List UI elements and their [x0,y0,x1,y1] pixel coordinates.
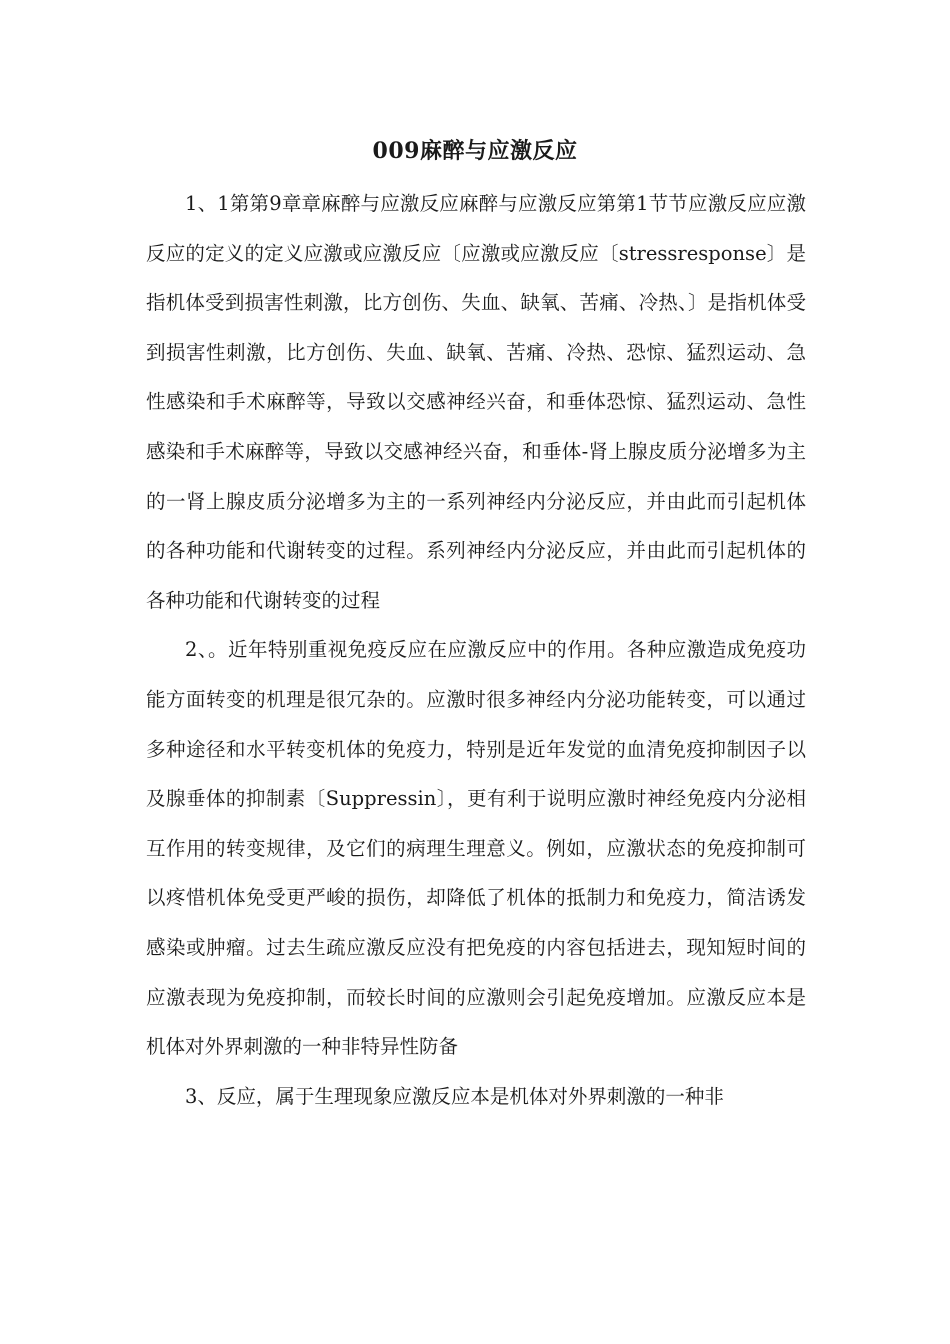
paragraph-1: 1、1第第9章章麻醉与应激反应麻醉与应激反应第第1节节应激反应应激反应的定义的定义应激或应激反应〔应激或应激反应〔stressresponse〕是指机体受到损害性刺激，比方创伤、失血、缺氧、苦痛、冷热、〕是指机体受到损害性刺激，比方创伤、失血、缺氧、苦痛、冷热、恐惊、猛烈运动、急性感染和手术麻醉等，导致以交感神经兴奋，和垂体恐惊、猛烈运动、急性感染和手术麻醉等，导致以交感神经兴奋，和垂体-肾上腺皮质分泌增多为主的一肾上腺皮质分泌增多为主的一系列神经内分泌反应，并由此而引起机体的各种功能和代谢转变的过程。系列神经内分泌反应，并由此而引起机体的各种功能和代谢转变的过程 [146,192,806,612]
paragraph-2: 2、。近年特别重视免疫反应在应激反应中的作用。各种应激造成免疫功能方面转变的机理是很冗杂的。应激时很多神经内分泌功能转变，可以通过多种途径和水平转变机体的免疫力，特别是近年发觉的血清免疫抑制因子以及腺垂体的抑制素〔Suppressin〕，更有利于说明应激时神经免疫内分泌相互作用的转变规律，及它们的病理生理意义。例如，应激状态的免疫抑制可以疼惜机体免受更严峻的损伤，却降低了机体的抵制力和免疫力，简洁诱发感染或肿瘤。过去生疏应激反应没有把免疫的内容包括进去，现知短时间的应激表现为免疫抑制，而较长时间的应激则会引起免疫增加。应激反应本是机体对外界刺激的一种非特异性防备 [146,638,806,1059]
paragraph-3: 3、反应，属于生理现象应激反应本是机体对外界刺激的一种非 [185,1084,724,1108]
document-title: 009麻醉与应激反应 [372,138,578,164]
document-body [146,179,806,1121]
